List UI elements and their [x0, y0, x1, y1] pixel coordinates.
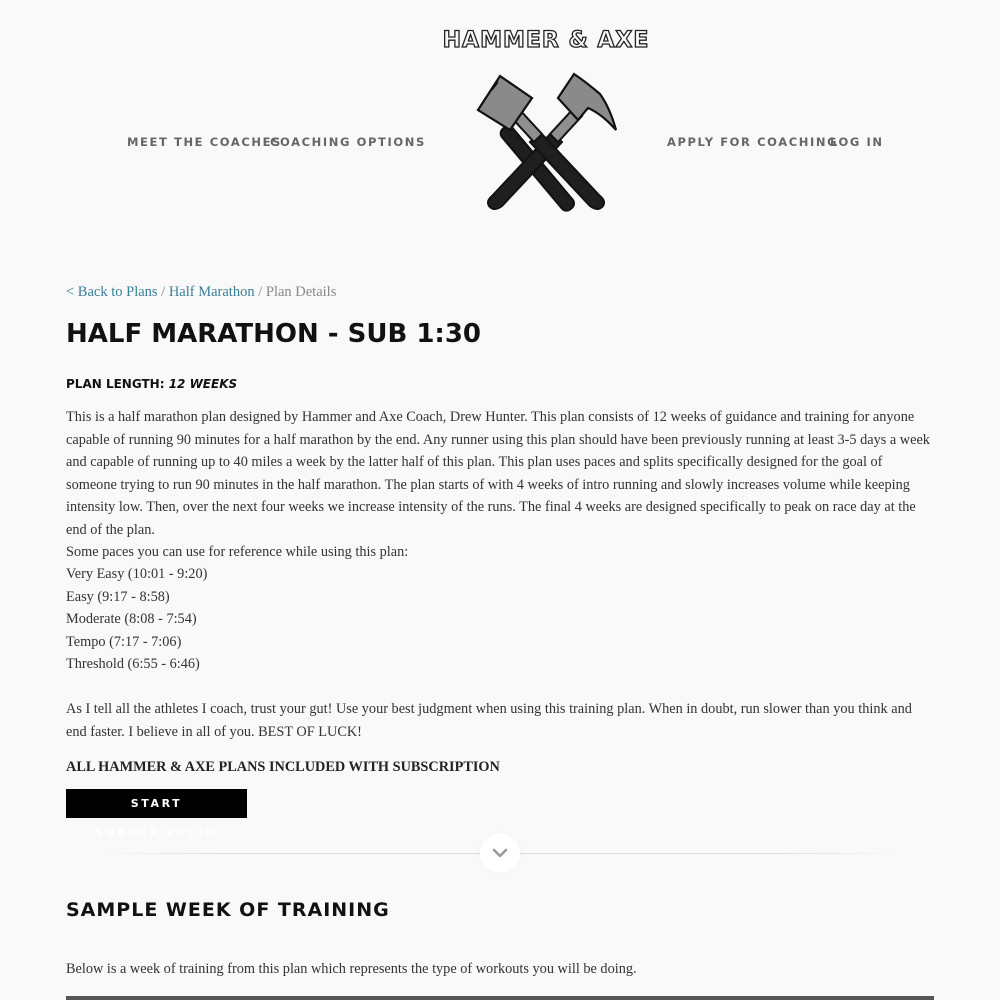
pace-list	[66, 563, 207, 676]
pace-item: Moderate (8:08 - 7:54)	[66, 611, 197, 628]
pace-item: Easy (9:17 - 8:58)	[66, 588, 170, 605]
brand-name[interactable]: HAMMER & AXE	[442, 28, 650, 53]
pace-item: Tempo (7:17 - 7:06)	[66, 633, 182, 650]
page-title: HALF MARATHON - SUB 1:30	[66, 319, 482, 349]
start-subscription-button[interactable]: START SUBSCRIPTION	[66, 789, 247, 818]
nav-apply-for-coaching[interactable]: APPLY FOR COACHING	[667, 135, 839, 149]
nav-log-in[interactable]: LOG IN	[830, 135, 884, 149]
breadcrumb-back-link[interactable]: < Back to Plans	[66, 284, 158, 300]
nav-coaching-options[interactable]: COACHING OPTIONS	[270, 135, 426, 149]
sample-week-title: SAMPLE WEEK OF TRAINING	[66, 899, 390, 921]
plan-description: This is a half marathon plan designed by Hammer and Axe Coach, Drew Hunter. This plan consists of 12 weeks of guidance and training for anyone capable of running 90 minutes for a half marathon by the end. Any runner using this plan should have been previously running at least 3-5 days a week and capable of running up to 40 miles a week by the latter half of this plan. This plan uses paces and splits specifically designed for the goal of someone trying to run 90 minutes in the half marathon. The plan starts of with 4 weeks of intro running and slowly increases volume while keeping intensity low. Then, over the next four weeks we increase intensity of the runs. The final 4 weeks are designed specifically to peak on race day at the end of the plan.	[66, 409, 930, 538]
plan-length-label: PLAN LENGTH:	[66, 377, 169, 391]
paces-intro: Some paces you can use for reference while using this plan:	[66, 544, 409, 560]
chevron-down-icon	[492, 848, 508, 858]
scroll-down-button[interactable]	[480, 833, 520, 873]
breadcrumb-separator: /	[157, 284, 169, 300]
sample-week-intro: Below is a week of training from this plan which represents the type of workouts you will be doing.	[66, 961, 637, 977]
subscription-note: ALL HAMMER & AXE PLANS INCLUDED WITH SUBSCRIPTION	[66, 759, 500, 775]
breadcrumb	[66, 282, 336, 302]
pace-item: Very Easy (10:01 - 9:20)	[66, 566, 208, 582]
breadcrumb-separator: /	[254, 284, 266, 300]
plan-length-value: 12 WEEKS	[168, 377, 238, 391]
plan-length	[66, 375, 237, 393]
site-header	[0, 0, 1000, 240]
breadcrumb-current: Plan Details	[265, 284, 337, 300]
closing-paragraph: As I tell all the athletes I coach, trust your gut! Use your best judgment when using this training plan. When in doubt, run slower than you think and end faster. I believe in all of you. BEST OF LUCK!	[66, 701, 912, 740]
crossed-hammer-axe-logo[interactable]	[470, 68, 625, 218]
pace-item: Threshold (6:55 - 6:46)	[66, 656, 200, 673]
breadcrumb-category-link[interactable]: Half Marathon	[168, 284, 255, 300]
nav-meet-the-coaches[interactable]: MEET THE COACHES	[127, 135, 282, 149]
training-table-header	[66, 996, 934, 1000]
